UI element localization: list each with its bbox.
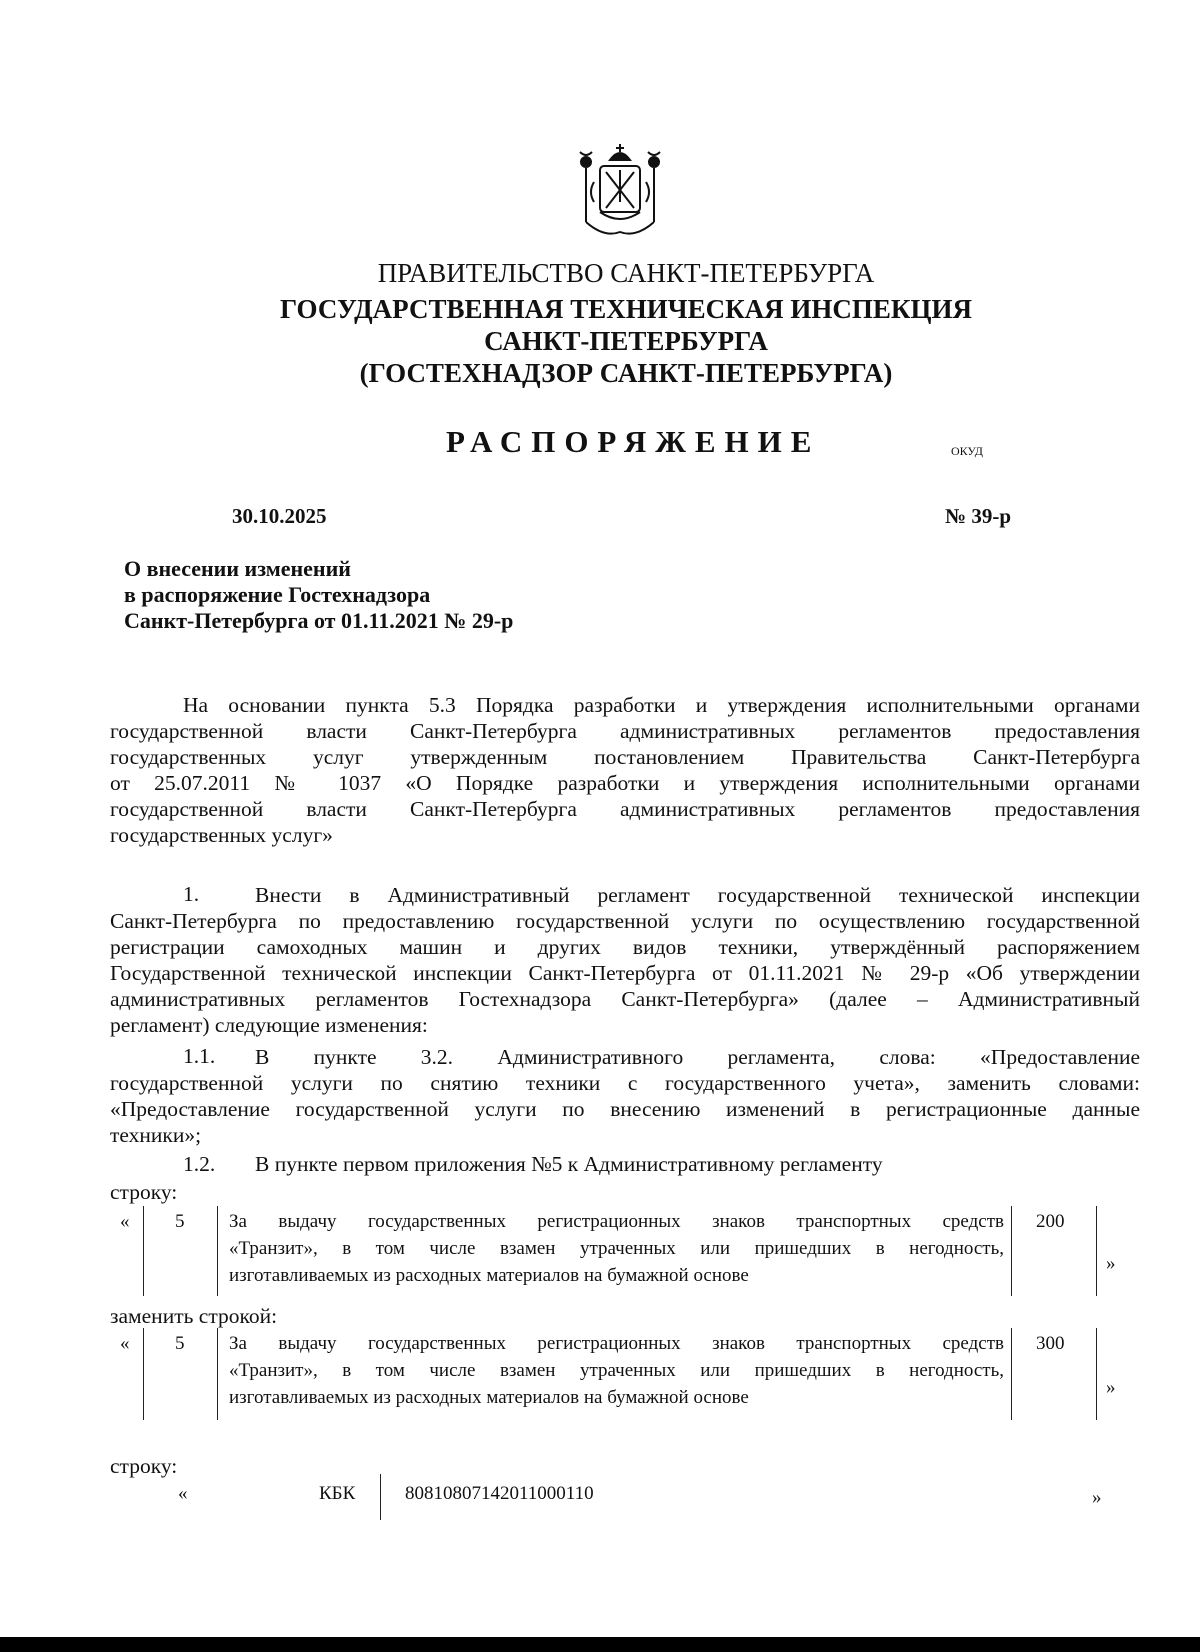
row-number: 5 bbox=[175, 1333, 185, 1354]
item1-1-line: техники»; bbox=[110, 1123, 202, 1147]
item1-1-line: государственной услуги по снятию техники с государственного учета», заменить словами: bbox=[110, 1071, 1140, 1095]
item1-line: административных регламентов Гостехнадзора Санкт-Петербурга» (далее – Административный bbox=[110, 987, 1140, 1011]
row-text-line: За выдачу государственных регистрационных знаков транспортных средств bbox=[229, 1333, 1004, 1354]
table-divider bbox=[217, 1206, 218, 1296]
label-line: строку: bbox=[110, 1180, 178, 1204]
item1-line: регламент) следующие изменения: bbox=[110, 1013, 428, 1037]
inspection-title-line2: САНКТ-ПЕТЕРБУРГА bbox=[484, 326, 768, 356]
item-number: 1.2. bbox=[183, 1152, 216, 1176]
table-divider bbox=[1011, 1328, 1012, 1420]
row-amount: 200 bbox=[1036, 1211, 1065, 1232]
item1-line: Санкт-Петербурга по предоставлению государственной услуги по осуществлению государственной bbox=[110, 909, 1140, 933]
close-quote: » bbox=[1092, 1487, 1102, 1508]
row-text-line: «Транзит», в том числе взамен утраченных или пришедших в негодность, bbox=[229, 1360, 1004, 1381]
kbk-value: 80810807142011000110 bbox=[405, 1483, 594, 1504]
item1-2-text: В пункте первом приложения №5 к Административному регламенту bbox=[255, 1152, 883, 1176]
preamble-line: государственных услуг утвержденным постановлением Правительства Санкт-Петербурга bbox=[110, 745, 1140, 769]
row-number: 5 bbox=[175, 1211, 185, 1232]
table-divider bbox=[143, 1328, 144, 1420]
item1-1-line: «Предоставление государственной услуги по внесению изменений в регистрационные данные bbox=[110, 1097, 1140, 1121]
close-quote: » bbox=[1106, 1377, 1116, 1398]
subject-line: в распоряжение Гостехнадзора bbox=[124, 582, 431, 607]
replace-label: заменить строкой: bbox=[110, 1304, 278, 1328]
table-divider bbox=[217, 1328, 218, 1420]
preamble-line: На основании пункта 5.3 Порядка разработки и утверждения исполнительными органами bbox=[183, 693, 1140, 717]
document-number: № 39-р bbox=[945, 504, 1012, 528]
item1-1-line: В пункте 3.2. Административного регламента, слова: «Предоставление bbox=[255, 1045, 1140, 1069]
row-text-line: За выдачу государственных регистрационных знаков транспортных средств bbox=[229, 1211, 1004, 1232]
item1-line: Государственной технической инспекции Санкт-Петербурга от 01.11.2021 № 29-р «Об утверждении bbox=[110, 961, 1140, 985]
item-number: 1.1. bbox=[183, 1044, 216, 1068]
open-quote: « bbox=[120, 1211, 130, 1232]
okud-label: ОКУД bbox=[951, 444, 983, 458]
row-text-line: изготавливаемых из расходных материалов на бумажной основе bbox=[229, 1387, 749, 1408]
table-divider bbox=[1096, 1328, 1097, 1420]
table-divider bbox=[380, 1474, 381, 1520]
item1-line: регистрации самоходных машин и других видов техники, утверждённый распоряжением bbox=[110, 935, 1140, 959]
subject-line: Санкт-Петербурга от 01.11.2021 № 29-р bbox=[124, 608, 514, 633]
item1-line: Внести в Административный регламент государственной технической инспекции bbox=[255, 883, 1140, 907]
item-number: 1. bbox=[183, 882, 200, 906]
kbk-label: КБК bbox=[319, 1483, 356, 1504]
inspection-title-line1: ГОСУДАРСТВЕННАЯ ТЕХНИЧЕСКАЯ ИНСПЕКЦИЯ bbox=[280, 294, 972, 324]
table-divider bbox=[1011, 1206, 1012, 1296]
preamble-line: государственной власти Санкт-Петербурга административных регламентов предоставления bbox=[110, 719, 1140, 743]
table-divider bbox=[143, 1206, 144, 1296]
row-text-line: изготавливаемых из расходных материалов на бумажной основе bbox=[229, 1265, 749, 1286]
preamble-line: государственной власти Санкт-Петербурга административных регламентов предоставления bbox=[110, 797, 1140, 821]
subject-line: О внесении изменений bbox=[124, 556, 351, 581]
document-date: 30.10.2025 bbox=[232, 504, 327, 528]
label-line: строку: bbox=[110, 1454, 178, 1478]
row-text-line: «Транзит», в том числе взамен утраченных или пришедших в негодность, bbox=[229, 1238, 1004, 1259]
inspection-title-line3: (ГОСТЕХНАДЗОР САНКТ-ПЕТЕРБУРГА) bbox=[359, 358, 893, 388]
government-title: ПРАВИТЕЛЬСТВО САНКТ-ПЕТЕРБУРГА bbox=[377, 258, 875, 288]
row-amount: 300 bbox=[1036, 1333, 1065, 1354]
open-quote: « bbox=[178, 1483, 188, 1504]
preamble-line: от 25.07.2011 № 1037 «О Порядке разработки и утверждения исполнительными органами bbox=[110, 771, 1140, 795]
table-divider bbox=[1096, 1206, 1097, 1296]
close-quote: » bbox=[1106, 1253, 1116, 1274]
st-petersburg-coat-of-arms-icon bbox=[574, 142, 666, 242]
preamble-line: государственных услуг» bbox=[110, 823, 333, 847]
open-quote: « bbox=[120, 1333, 130, 1354]
document-type: РАСПОРЯЖЕНИЕ bbox=[446, 424, 821, 459]
scan-border bbox=[0, 1637, 1200, 1652]
